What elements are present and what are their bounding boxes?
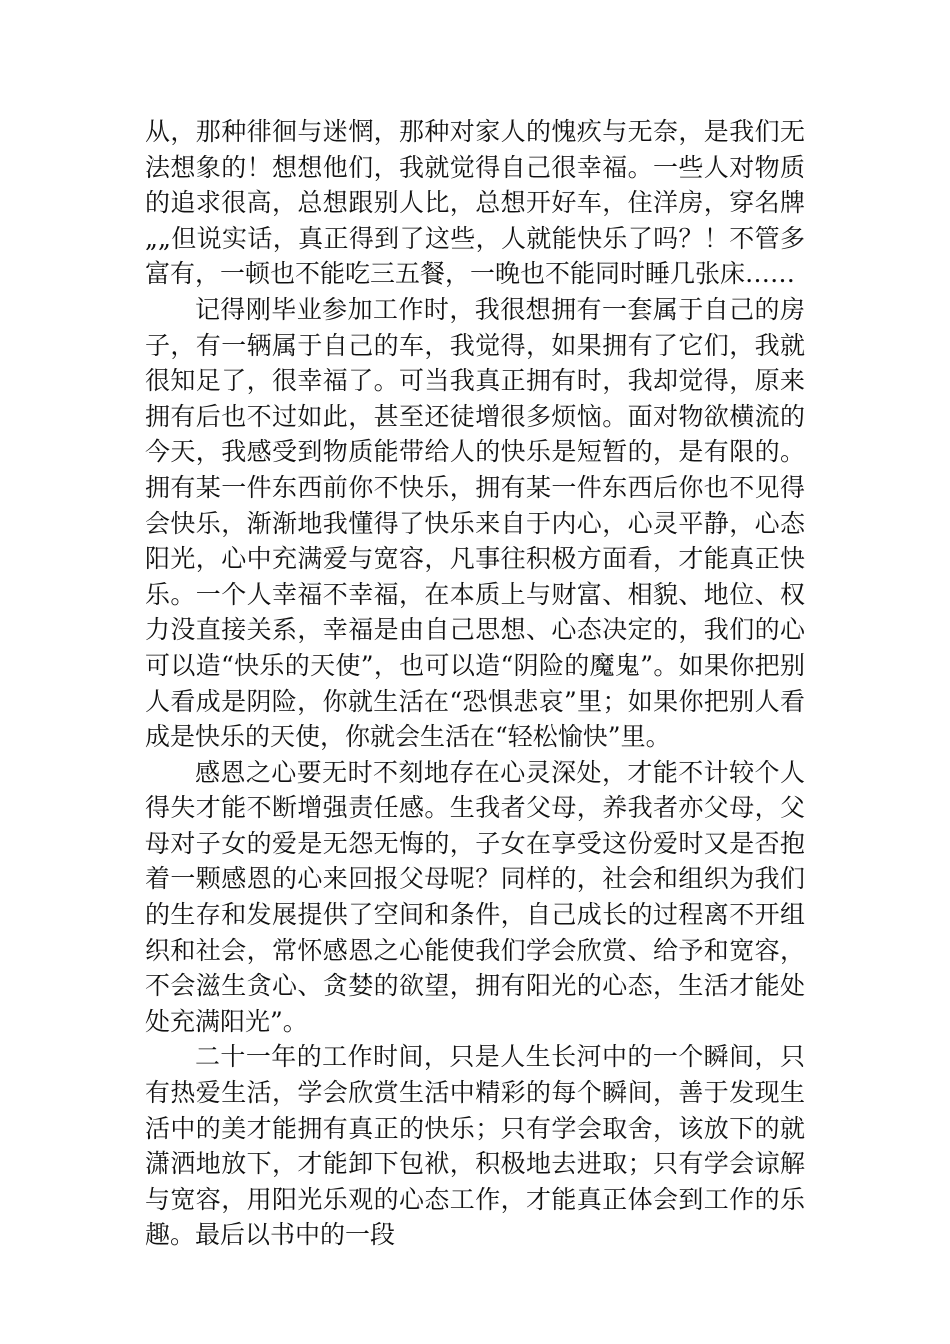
- paragraph-twenty-one-years: 二十一年的工作时间，只是人生长河中的一个瞬间，只有热爱生活，学会欣赏生活中精彩的每个瞬间，善于发现生活中的美才能拥有真正的快乐；只有学会取舍，该放下的就潇洒地放下，才能卸下包袱，积极地去进取；只有学会谅解与宽容，用阳光乐观的心态工作，才能真正体会到工作的乐趣。最后以书中的一段: [145, 1042, 805, 1250]
- paragraph-gratitude: 感恩之心要无时不刻地存在心灵深处，才能不计较个人得失才能不断增强责任感。生我者父母，养我者亦父母，父母对子女的爱是无怨无悔的，子女在享受这份爱时又是否抱着一颗感恩的心来回报父母呢？同样的，社会和组织为我们的生存和发展提供了空间和条件，自己成长的过程离不开组织和社会，常怀感恩之心能使我们学会欣赏、给予和宽容，不会滋生贪心、贪婪的欲望，拥有阳光的心态，生活才能处处充满阳光”。: [145, 757, 805, 1036]
- paragraph-house-and-car: 记得刚毕业参加工作时，我很想拥有一套属于自己的房子，有一辆属于自己的车，我觉得，如果拥有了它们，我就很知足了，很幸福了。可当我真正拥有时，我却觉得，原来拥有后也不过如此，甚至还徒增很多烦恼。面对物欲横流的今天，我感受到物质能带给人的快乐是短暂的，是有限的。拥有某一件东西前你不快乐，拥有某一件东西后你也不见得会快乐，渐渐地我懂得了快乐来自于内心，心灵平静，心态阳光，心中充满爱与宽容，凡事往积极方面看，才能真正快乐。一个人幸福不幸福，在本质上与财富、相貌、地位、权力没直接关系，幸福是由自己思想、心态决定的，我们的心可以造“快乐的天使”，也可以造“阴险的魔鬼”。如果你把别人看成是阴险，你就生活在“恐惧悲哀”里；如果你把别人看成是快乐的天使，你就会生活在“轻松愉快”里。: [145, 294, 805, 752]
- paragraph-continuation: 从，那种徘徊与迷惘，那种对家人的愧疚与无奈，是我们无法想象的！想想他们，我就觉得自己很幸福。一些人对物质的追求很高，总想跟别人比，总想开好车，住洋房，穿名牌„„但说实话，真正得到了这些，人就能快乐了吗？！不管多富有，一顿也不能吃三五餐，一晚也不能同时睡几张床……: [145, 117, 805, 289]
- document-page: [145, 114, 805, 1253]
